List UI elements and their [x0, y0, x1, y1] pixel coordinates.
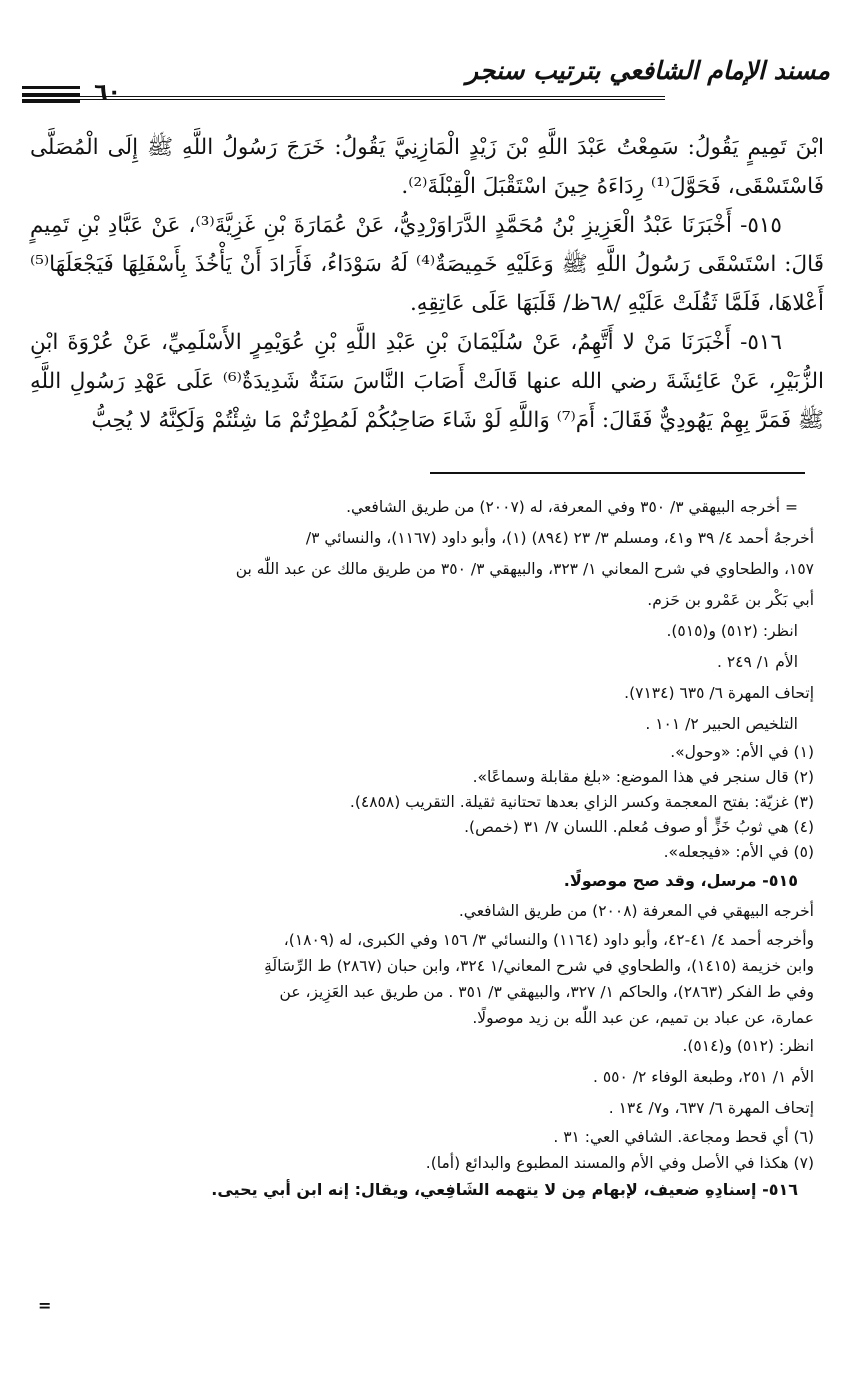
note-line: = أخرجه البيهقي ٣/ ٣٥٠ وفي المعرفة، له (٢٠٠٧) من طريق الشافعي.	[346, 498, 798, 516]
note-line: أبي بَكْر بن عَمْرو بن حَزم.	[647, 591, 814, 609]
note-line: الأم ١/ ٢٥١، وطبعة الوفاء ٢/ ٥٥٠ .	[593, 1068, 814, 1086]
note-line: ١٥٧، والطحاوي في شرح المعاني ١/ ٣٢٣، والبيهقي ٣/ ٣٥٠ من طريق مالك عن عبد اللّٰه بن	[235, 560, 814, 578]
main-paragraph: ابْنَ تَمِيمٍ يَقُولُ: سَمِعْتُ عَبْدَ اللَّهِ بْنَ زَيْدٍ الْمَازِنِيَّ يَقُولُ: خَرَجَ رَسُولُ اللَّهِ ﷺ إِلَى الْمُصَلَّى فَاسْتَسْقَى، فَحَوَّلَ⁽¹⁾ رِدَاءَهُ حِينَ اسْتَقْبَلَ الْقِبْلَةَ⁽²⁾.	[30, 135, 824, 199]
footnote-separator	[430, 472, 805, 474]
main-text	[30, 128, 824, 440]
footnote: (١) في الأم: «وحول».	[670, 743, 814, 761]
note-line: وابن خزيمة (١٤١٥)، والطحاوي في شرح المعاني/١ ٣٢٤، وابن حبان (٢٨٦٧) ط الرِّسَالَةِ	[264, 957, 814, 975]
page-number: ٦٠	[94, 80, 121, 105]
footnote: (٣) غزيّة: بفتح المعجمة وكسر الزاي بعدها تحتانية ثقيلة. التقريب (٤٨٥٨).	[349, 793, 814, 811]
page-number-ornament	[22, 100, 80, 103]
note-line: إتحاف المهرة ٦/ ٦٣٧، و٧/ ١٣٤ .	[608, 1099, 814, 1117]
note-line: إتحاف المهرة ٦/ ٦٣٥ (٧١٣٤).	[624, 684, 814, 702]
continuation-mark: =	[38, 1296, 52, 1315]
footnote: (٢) قال سنجر في هذا الموضع: «بلغ مقابلة وسماعًا».	[472, 768, 814, 786]
note-line: وفي ط الفكر (٢٨٦٣)، والحاكم ١/ ٣٢٧، والبيهقي ٣/ ٣٥١ . من طريق عبد العَزِيز، عن	[279, 983, 814, 1001]
note-line: التلخيص الحبير ٢/ ١٠١ .	[645, 715, 798, 733]
page-number-ornament	[22, 86, 80, 89]
note-line: أخرجهُ أحمد ٤/ ٣٩ و٤١، ومسلم ٣/ ٢٣ (٨٩٤) (١)، وأبو داود (١١٦٧)، والنسائي ٣/	[305, 529, 814, 547]
note-line: انظر: (٥١٢) و(٥١٥).	[666, 622, 798, 640]
note-line: وأخرجه أحمد ٤/ ٤١-٤٢، وأبو داود (١١٦٤) والنسائي ٣/ ١٥٦ وفي الكبرى، له (١٨٠٩)،	[283, 931, 814, 949]
page-number-ornament	[22, 93, 80, 96]
note-line: عمارة، عن عباد بن تميم، عن عبد اللّٰه بن زيد موصولًا.	[472, 1009, 814, 1027]
footnotes	[24, 492, 814, 1204]
running-title: مسند الإمام الشافعي بترتيب سنجر	[466, 56, 830, 85]
note-line: انظر: (٥١٢) و(٥١٤).	[682, 1037, 814, 1055]
footnote: (٧) هكذا في الأصل وفي الأم والمسند المطبوع والبدائع (أما).	[425, 1154, 814, 1172]
main-paragraph: ٥١٦- أَخْبَرَنَا مَنْ لا أَتَّهِمُ، عَنْ سُلَيْمَانَ بْنِ عَبْدِ اللَّهِ بْنِ عُوَيْمِرٍ الأَسْلَمِيِّ، عَنْ عُرْوَةَ ابْنِ الزُّبَيْرِ، عَنْ عَائِشَةَ رضي الله عنها قَالَتْ أَصَابَ النَّاسَ سَنَةٌ شَدِيدَةٌ⁽⁶⁾ عَلَى عَهْدِ رَسُولِ اللَّهِ ﷺ فَمَرَّ بِهِمْ يَهُودِيٌّ فَقَالَ: أَمَ⁽⁷⁾ وَاللَّهِ لَوْ شَاءَ صَاحِبُكُمْ لَمُطِرْتُمْ مَا شِئْتُمْ وَلَكِنَّهُ لا يُحِبُّ	[30, 330, 824, 433]
note-line: الأم ١/ ٢٤٩ .	[717, 653, 798, 671]
footnote: (٤) هي ثوبُ خَزٍّ أو صوف مُعلم. اللسان ٧/ ٣١ (خمص).	[464, 818, 814, 836]
hadith-515-heading: ٥١٥- مرسل، وقد صح موصولًا.	[563, 871, 798, 890]
hadith-516-heading: ٥١٦- إسنادِهِ ضعيف، لإبهام مِن لا يتهمه الشَافِعي، ويقال: إنه ابن أبي يحيى.	[211, 1180, 798, 1199]
footnote: (٥) في الأم: «فيجعله».	[663, 843, 814, 861]
note-line: أخرجه البيهقي في المعرفة (٢٠٠٨) من طريق الشافعي.	[458, 902, 814, 920]
main-paragraph: ٥١٥- أَخْبَرَنَا عَبْدُ الْعَزِيزِ بْنُ مُحَمَّدٍ الدَّرَاوَرْدِيُّ، عَنْ عُمَارَةَ بْنِ غَزِيَّةَ⁽³⁾، عَنْ عَبَّادِ بْنِ تَمِيمٍ قَالَ: اسْتَسْقَى رَسُولُ اللَّهِ ﷺ وَعَلَيْهِ خَمِيصَةٌ⁽⁴⁾ لَهُ سَوْدَاءُ، فَأَرَادَ أَنْ يَأْخُذَ بِأَسْفَلِهَا فَيَجْعَلَهَا⁽⁵⁾ أَعْلاهَا، فَلَمَّا ثَقُلَتْ عَلَيْهِ /٦٨ظ/ قَلَبَهَا عَلَى عَاتِقِهِ.	[30, 213, 824, 316]
footnote: (٦) أي قحط ومجاعة. الشافي العي: ٣١ .	[553, 1128, 814, 1146]
